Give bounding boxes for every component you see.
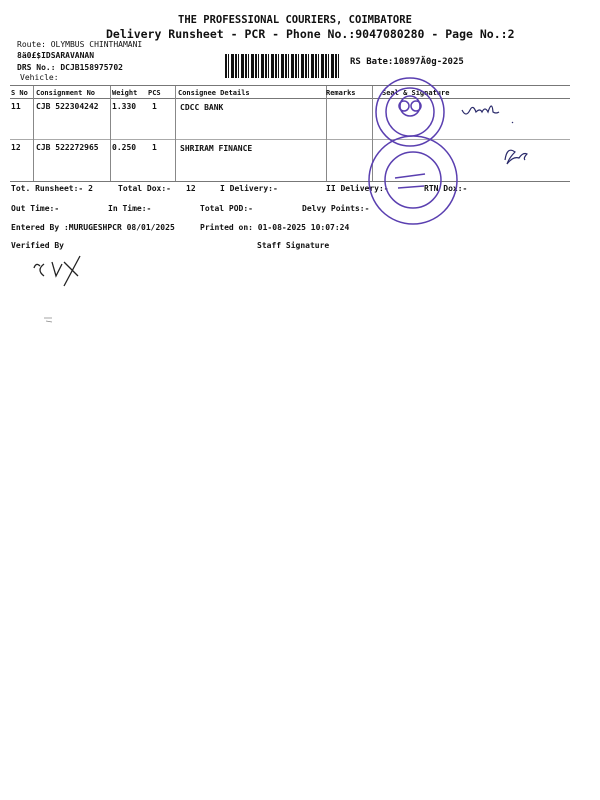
- entered-by: Entered By :MURUGESHPCR 08/01/2025: [11, 223, 175, 232]
- col-weight: Weight: [112, 89, 138, 97]
- col-sno: S No: [11, 89, 28, 97]
- rs-date: RS Bate:10897Ä0g-2025: [350, 57, 464, 67]
- row-consignee: CDCC BANK: [180, 103, 224, 112]
- out-time: Out Time:-: [11, 204, 60, 213]
- row-pcs: 1: [152, 102, 157, 111]
- tot-runsheet: Tot. Runsheet:- 2: [11, 184, 93, 193]
- i-delivery: I Delivery:-: [220, 184, 278, 193]
- shriram-finance-stamp: [369, 136, 457, 224]
- row-weight: 1.330: [112, 102, 137, 111]
- total-dox-value: 12: [186, 184, 196, 193]
- row-consignee: SHRIRAM FINANCE: [180, 144, 253, 153]
- staff-name: 8ä0£$IDSARAVANAN: [17, 51, 95, 60]
- col-remarks: Remarks: [326, 89, 356, 97]
- signature-1: [462, 106, 513, 123]
- ii-delivery: II Delivery:-: [326, 184, 389, 193]
- rtn-dox: RTN Dox:-: [424, 184, 468, 193]
- verified-by: Verified By: [11, 241, 64, 250]
- staff-signature: Staff Signature: [257, 241, 330, 250]
- total-pod: Total POD:-: [200, 204, 253, 213]
- company-title: THE PROFESSIONAL COURIERS, COIMBATORE: [178, 14, 412, 26]
- in-time: In Time:-: [108, 204, 152, 213]
- col-consignment: Consignment No: [36, 89, 96, 97]
- delvy-points: Delvy Points:-: [302, 204, 370, 213]
- col-seal: Seal & Signature: [382, 89, 450, 97]
- total-dox-label: Total Dox:-: [118, 184, 171, 193]
- row-weight: 0.250: [112, 143, 137, 152]
- row-sno: 12: [11, 143, 21, 152]
- row-consignment: CJB 522304242: [36, 102, 99, 111]
- row-consignment: CJB 522272965: [36, 143, 99, 152]
- vehicle: Vehicle:: [20, 73, 59, 82]
- signature-2: [505, 150, 527, 164]
- printed-on: Printed on: 01-08-2025 10:07:24: [200, 223, 350, 232]
- row-pcs: 1: [152, 143, 157, 152]
- row-sno: 11: [11, 102, 21, 111]
- runsheet-subtitle: Delivery Runsheet - PCR - Phone No.:9047080280 - Page No.:2: [106, 27, 515, 41]
- verifier-signature: [34, 256, 80, 286]
- pen-mark: [44, 318, 52, 322]
- route: Route: OLYMBUS CHINTHAMANI: [17, 40, 143, 49]
- col-consignee: Consignee Details: [178, 89, 250, 97]
- col-pcs: PCS: [148, 89, 161, 97]
- drs-number: DRS No.: DCJB158975702: [17, 63, 123, 72]
